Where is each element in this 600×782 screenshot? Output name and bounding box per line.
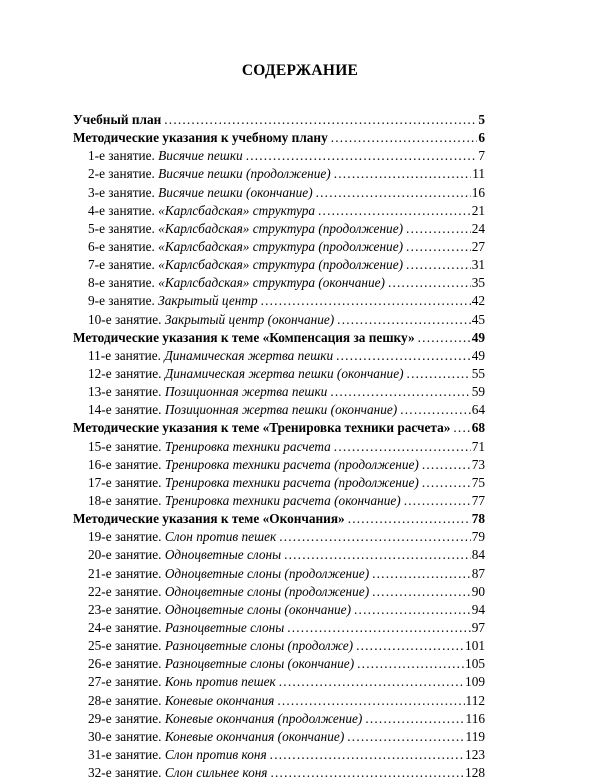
lesson-title: Конь против пешек — [164, 674, 276, 690]
toc-lesson-entry — [73, 456, 485, 474]
dot-leader — [407, 365, 471, 383]
dot-leader — [422, 456, 471, 474]
lesson-title: «Карлсбадская» структура — [158, 202, 316, 218]
dot-leader — [406, 220, 471, 238]
page-number: 79 — [471, 529, 485, 545]
dot-leader — [246, 147, 478, 165]
toc-entry-label — [88, 365, 404, 383]
dot-leader — [372, 565, 471, 583]
lesson-title: Тренировка техники расчета (продолжение) — [164, 474, 419, 490]
toc-entry-label — [88, 673, 276, 691]
lesson-number: 25-е занятие. — [88, 638, 162, 654]
dot-leader — [277, 692, 464, 710]
lesson-number: 10-е занятие. — [88, 311, 162, 327]
toc-lesson-entry — [73, 528, 485, 546]
lesson-title: Динамическая жертва пешки (окончание) — [164, 365, 404, 381]
lesson-title: Коневые окончания (продолжение) — [164, 710, 363, 726]
page-number: 49 — [471, 347, 485, 363]
toc-lesson-entry — [73, 165, 485, 183]
lesson-title: Разноцветные слоны (продолже) — [164, 638, 354, 654]
page-number: 116 — [465, 710, 485, 726]
lesson-number: 20-е занятие. — [88, 547, 162, 563]
toc-lesson-entry — [73, 365, 485, 383]
toc-entry-label — [88, 184, 313, 202]
lesson-number: 19-е занятие. — [88, 529, 162, 545]
toc-lesson-entry — [73, 728, 485, 746]
lesson-number: 13-е занятие. — [88, 384, 162, 400]
page-number: 35 — [471, 275, 485, 291]
lesson-number: 5-е занятие. — [88, 220, 155, 236]
page-number: 45 — [471, 311, 485, 327]
page-number: 73 — [471, 456, 485, 472]
toc-lesson-entry — [73, 347, 485, 365]
lesson-title: Одноцветные слоны (окончание) — [164, 601, 352, 617]
lesson-title: Закрытый центр — [158, 293, 258, 309]
lesson-number: 26-е занятие. — [88, 656, 162, 672]
toc-entry-label — [88, 728, 344, 746]
lesson-title: Тренировка техники расчета (продолжение) — [164, 456, 419, 472]
lesson-title: «Карлсбадская» структура (продолжение) — [158, 238, 404, 254]
toc-entry-label — [88, 692, 274, 710]
dot-leader — [336, 347, 471, 365]
page-number: 6 — [478, 130, 485, 146]
dot-leader — [334, 165, 471, 183]
toc-entry-label — [88, 438, 331, 456]
lesson-number: 9-е занятие. — [88, 293, 155, 309]
lesson-number: 4-е занятие. — [88, 202, 155, 218]
toc-lesson-entry — [73, 238, 485, 256]
page-number: 31 — [471, 257, 485, 273]
lesson-number: 2-е занятие. — [88, 166, 155, 182]
page-number: 94 — [471, 601, 485, 617]
dot-leader — [400, 401, 470, 419]
toc-entry-label — [88, 456, 419, 474]
page-number: 24 — [471, 220, 485, 236]
page-number: 7 — [478, 148, 485, 164]
dot-leader — [406, 256, 471, 274]
toc-lesson-entry — [73, 474, 485, 492]
lesson-title: Разноцветные слоны — [164, 619, 285, 635]
toc-entry-label — [88, 147, 243, 165]
toc-entry-label — [88, 347, 333, 365]
page-number: 27 — [471, 238, 485, 254]
dot-leader — [453, 419, 470, 437]
toc-entry-label — [88, 202, 315, 220]
page-number: 55 — [471, 365, 485, 381]
lesson-title: Динамическая жертва пешки — [164, 347, 334, 363]
lesson-title: Разноцветные слоны (окончание) — [164, 656, 355, 672]
toc-entry-label — [88, 655, 354, 673]
lesson-title: Тренировка техники расчета — [164, 438, 331, 454]
toc-lesson-entry — [73, 655, 485, 673]
dot-leader — [318, 202, 471, 220]
toc-lesson-entry — [73, 601, 485, 619]
toc-lesson-entry — [73, 256, 485, 274]
lesson-number: 16-е занятие. — [88, 456, 162, 472]
page-number: 75 — [471, 474, 485, 490]
lesson-number: 8-е занятие. — [88, 275, 155, 291]
dot-leader — [406, 238, 471, 256]
dot-leader — [404, 492, 471, 510]
toc-lesson-entry — [73, 220, 485, 238]
dot-leader — [287, 619, 470, 637]
dot-leader — [354, 601, 471, 619]
toc-entry-label — [88, 220, 403, 238]
dot-leader — [271, 764, 465, 782]
lesson-number: 3-е занятие. — [88, 184, 155, 200]
lesson-title: Позиционная жертва пешки (окончание) — [164, 402, 398, 418]
page-number: 5 — [478, 112, 485, 127]
toc-lesson-entry — [73, 202, 485, 220]
dot-leader — [284, 546, 471, 564]
toc-section-entry — [73, 329, 485, 347]
lesson-number: 28-е занятие. — [88, 692, 162, 708]
lesson-title: Слон против пешек — [164, 529, 277, 545]
page-number: 78 — [471, 511, 485, 527]
dot-leader — [334, 438, 471, 456]
lesson-title: «Карлсбадская» структура (окончание) — [158, 275, 385, 291]
toc-section-entry — [73, 111, 485, 129]
dot-leader — [356, 637, 464, 655]
lesson-number: 29-е занятие. — [88, 710, 162, 726]
dot-leader — [337, 311, 471, 329]
page-number: 49 — [471, 329, 485, 345]
dot-leader — [330, 383, 470, 401]
toc-entry-label — [88, 256, 403, 274]
page-number: 109 — [465, 674, 485, 690]
toc-entry-label — [88, 710, 362, 728]
toc-lesson-entry — [73, 292, 485, 310]
dot-leader — [422, 474, 471, 492]
lesson-title: Одноцветные слоны (продолжение) — [164, 565, 370, 581]
page-number: 128 — [465, 765, 485, 781]
lesson-number: 32-е занятие. — [88, 765, 162, 781]
page-title: СОДЕРЖАНИЕ — [241, 62, 359, 79]
dot-leader — [372, 583, 471, 601]
toc-entry-label — [88, 274, 385, 292]
lesson-title: Одноцветные слоны (продолжение) — [164, 583, 370, 599]
lesson-number: 6-е занятие. — [88, 238, 155, 254]
lesson-title: «Карлсбадская» структура (продолжение) — [158, 220, 404, 236]
dot-leader — [418, 329, 471, 347]
lesson-title: Коневые окончания (окончание) — [164, 728, 345, 744]
toc-entry-label — [88, 637, 353, 655]
toc-lesson-entry — [73, 184, 485, 202]
toc-lesson-entry — [73, 147, 485, 165]
page-number: 87 — [471, 565, 485, 581]
dot-leader — [279, 528, 470, 546]
toc-entry-label — [88, 619, 284, 637]
toc-section-entry — [73, 510, 485, 528]
toc-entry-label — [88, 492, 401, 510]
toc-entry-label — [88, 746, 267, 764]
dot-leader — [365, 710, 464, 728]
page-number: 11 — [472, 166, 485, 182]
page-number: 90 — [471, 583, 485, 599]
toc-lesson-entry — [73, 311, 485, 329]
toc-lesson-entry — [73, 438, 485, 456]
toc-entry-label — [88, 601, 351, 619]
toc-entry-label — [88, 238, 403, 256]
dot-leader — [316, 184, 471, 202]
toc-lesson-entry — [73, 383, 485, 401]
page-number: 123 — [465, 746, 485, 762]
toc-entry-label: Методические указания к учебному плану — [73, 130, 328, 146]
lesson-title: Закрытый центр (окончание) — [164, 311, 335, 327]
lesson-title: Висячие пешки (окончание) — [158, 184, 313, 200]
toc-entry-label — [88, 292, 258, 310]
page-number: 84 — [471, 547, 485, 563]
lesson-title: Висячие пешки (продолжение) — [158, 166, 331, 182]
toc-entry-label — [88, 583, 369, 601]
toc-lesson-entry — [73, 637, 485, 655]
dot-leader — [279, 673, 464, 691]
lesson-number: 27-е занятие. — [88, 674, 162, 690]
lesson-title: Тренировка техники расчета (окончание) — [164, 492, 401, 508]
toc-section-entry — [73, 129, 485, 147]
toc-entry-label — [88, 546, 281, 564]
lesson-number: 18-е занятие. — [88, 492, 162, 508]
page-number: 105 — [465, 656, 485, 672]
toc-lesson-entry — [73, 565, 485, 583]
toc-entry-label — [88, 764, 268, 782]
lesson-number: 1-е занятие. — [88, 148, 155, 164]
toc-lesson-entry — [73, 546, 485, 564]
lesson-number: 31-е занятие. — [88, 746, 162, 762]
lesson-number: 22-е занятие. — [88, 583, 162, 599]
lesson-number: 17-е занятие. — [88, 474, 162, 490]
lesson-title: Позиционная жертва пешки — [164, 384, 328, 400]
lesson-number: 15-е занятие. — [88, 438, 162, 454]
toc-lesson-entry — [73, 692, 485, 710]
dot-leader — [348, 510, 471, 528]
toc-lesson-entry — [73, 619, 485, 637]
lesson-number: 30-е занятие. — [88, 728, 162, 744]
lesson-title: Слон против коня — [164, 746, 267, 762]
page-number: 68 — [471, 420, 485, 436]
lesson-number: 21-е занятие. — [88, 565, 162, 581]
toc-lesson-entry — [73, 710, 485, 728]
dot-leader — [357, 655, 464, 673]
table-of-contents — [73, 111, 485, 782]
lesson-title: Коневые окончания — [164, 692, 275, 708]
dot-leader — [270, 746, 464, 764]
lesson-number: 23-е занятие. — [88, 601, 162, 617]
toc-lesson-entry — [73, 401, 485, 419]
toc-entry-label: Методические указания к теме «Тренировка техники расчета» — [73, 420, 451, 436]
toc-entry-label — [88, 383, 327, 401]
page-number: 71 — [471, 438, 485, 454]
toc-lesson-entry — [73, 764, 485, 782]
toc-section-entry — [73, 419, 485, 437]
page-number: 21 — [471, 202, 485, 218]
toc-entry-label — [88, 474, 419, 492]
page-number: 119 — [465, 728, 485, 744]
toc-lesson-entry — [73, 583, 485, 601]
lesson-title: Слон сильнее коня — [164, 765, 268, 781]
toc-entry-label: Методические указания к теме «Компенсация за пешку» — [73, 329, 415, 345]
page-number: 59 — [471, 384, 485, 400]
lesson-number: 11-е занятие. — [88, 347, 161, 363]
lesson-title: Одноцветные слоны — [164, 547, 282, 563]
dot-leader — [331, 129, 478, 147]
toc-lesson-entry — [73, 274, 485, 292]
lesson-number: 14-е занятие. — [88, 402, 162, 418]
toc-entry-label — [88, 401, 397, 419]
toc-entry-label: Методические указания к теме «Окончания» — [73, 511, 345, 527]
dot-leader — [261, 292, 471, 310]
page-number: 101 — [465, 638, 485, 654]
toc-entry-label — [88, 165, 331, 183]
lesson-number: 7-е занятие. — [88, 257, 155, 273]
dot-leader — [388, 274, 471, 292]
page-number: 16 — [471, 184, 485, 200]
dot-leader — [347, 728, 464, 746]
toc-entry-label — [88, 311, 334, 329]
page-number: 97 — [471, 619, 485, 635]
toc-entry-label: Учебный план — [73, 112, 162, 127]
toc-lesson-entry — [73, 673, 485, 691]
lesson-number: 24-е занятие. — [88, 619, 162, 635]
toc-lesson-entry — [73, 492, 485, 510]
page-number: 77 — [471, 492, 485, 508]
toc-lesson-entry — [73, 746, 485, 764]
page-number: 112 — [465, 692, 485, 708]
lesson-title: «Карлсбадская» структура (продолжение) — [158, 257, 404, 273]
lesson-title: Висячие пешки — [158, 148, 243, 164]
dot-leader — [164, 111, 477, 129]
toc-entry-label — [88, 528, 276, 546]
lesson-number: 12-е занятие. — [88, 365, 162, 381]
page-number: 64 — [471, 402, 485, 418]
toc-entry-label — [88, 565, 369, 583]
page-number: 42 — [471, 293, 485, 309]
